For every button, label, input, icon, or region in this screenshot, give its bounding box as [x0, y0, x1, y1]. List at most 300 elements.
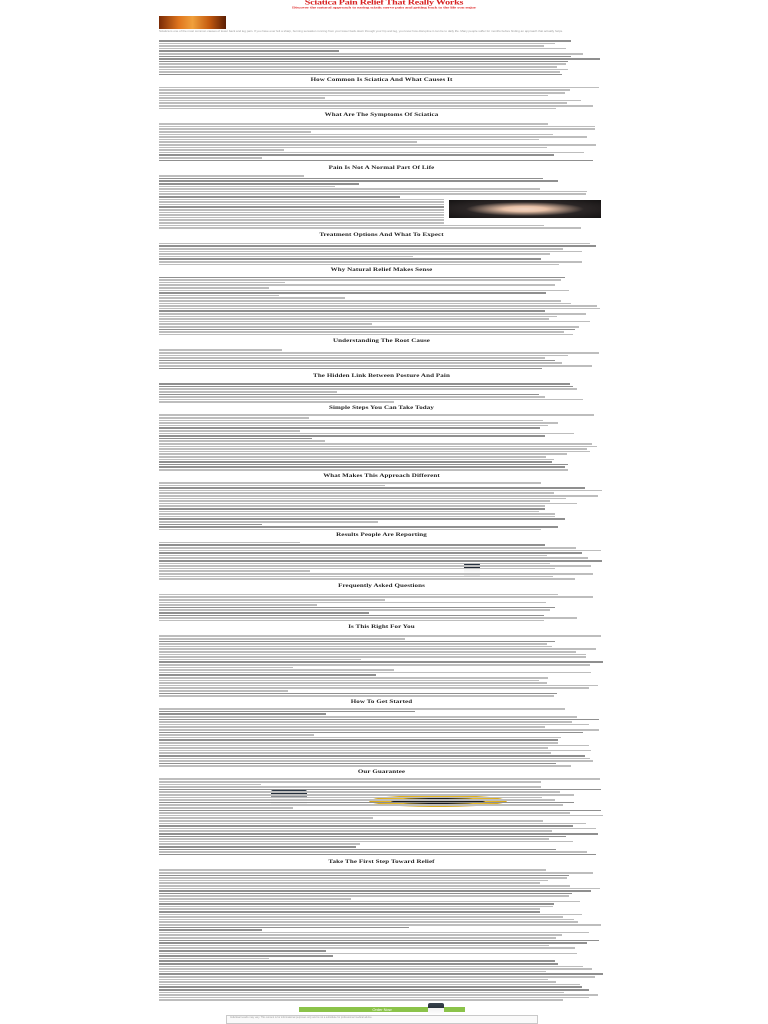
text-line	[159, 934, 562, 936]
text-line	[159, 331, 564, 333]
text-line	[159, 742, 558, 744]
text-line	[159, 557, 588, 559]
section-heading: Pain Is Not A Normal Part Of Life	[328, 164, 435, 171]
text-line	[159, 992, 564, 994]
text-line	[159, 609, 550, 611]
text-line	[159, 885, 570, 887]
text-line	[159, 765, 571, 767]
text-line	[159, 682, 547, 684]
text-line	[159, 989, 589, 991]
text-line	[159, 175, 304, 177]
text-line	[159, 430, 300, 432]
section-heading: Treatment Options And What To Expect	[319, 231, 444, 238]
text-line	[159, 919, 574, 921]
text-line	[159, 74, 562, 76]
text-line	[159, 466, 565, 468]
text-line	[159, 92, 565, 94]
text-line	[159, 225, 544, 227]
order-button-label: Order Now	[372, 1007, 392, 1012]
text-line	[159, 802, 574, 804]
text-line	[159, 422, 558, 424]
text-line	[159, 888, 600, 890]
text-line	[159, 141, 417, 143]
text-line	[159, 947, 575, 949]
text-line	[159, 669, 394, 671]
text-line	[159, 318, 549, 320]
text-line	[159, 854, 596, 856]
text-line	[159, 565, 591, 567]
text-line	[159, 505, 545, 507]
text-line	[159, 209, 444, 211]
text-line	[159, 981, 556, 983]
text-line	[159, 680, 539, 682]
text-line	[159, 638, 405, 640]
section-heading: Results People Are Reporting	[336, 531, 427, 538]
text-line	[159, 838, 549, 840]
text-line	[159, 193, 586, 195]
text-line	[159, 799, 555, 801]
text-line	[159, 451, 590, 453]
text-line	[159, 206, 444, 208]
text-line	[159, 594, 558, 596]
text-line	[159, 963, 558, 965]
text-line	[159, 453, 567, 455]
text-line	[159, 869, 546, 871]
text-line	[159, 414, 594, 416]
body-text-lines	[159, 0, 604, 1024]
text-line	[159, 674, 376, 676]
text-line	[159, 136, 587, 138]
text-line	[159, 921, 578, 923]
text-line	[159, 797, 542, 799]
text-line	[159, 817, 373, 819]
text-line	[159, 295, 279, 297]
text-line	[159, 401, 394, 403]
text-line	[159, 518, 565, 520]
text-line	[159, 396, 545, 398]
text-line	[159, 102, 567, 104]
text-line	[159, 906, 553, 908]
text-line	[159, 973, 603, 975]
section-heading: Why Natural Relief Makes Sense	[330, 266, 433, 273]
text-line	[159, 297, 345, 299]
text-line	[159, 617, 577, 619]
article-page	[159, 0, 609, 1024]
text-line	[159, 635, 601, 637]
text-line	[159, 308, 600, 310]
text-line	[159, 204, 444, 206]
text-line	[159, 43, 555, 45]
text-line	[159, 144, 596, 146]
text-line	[159, 149, 284, 151]
text-line	[159, 227, 581, 229]
section-heading: Understanding The Root Cause	[333, 337, 430, 344]
text-line	[159, 927, 409, 929]
text-line	[159, 815, 603, 817]
text-line	[159, 615, 544, 617]
section-heading: The Hidden Link Between Posture And Pain	[313, 372, 450, 379]
text-line	[159, 563, 550, 565]
text-line	[159, 763, 556, 765]
text-line	[159, 438, 312, 440]
text-line	[159, 828, 596, 830]
text-line	[159, 654, 586, 656]
text-line	[159, 901, 580, 903]
text-line	[159, 924, 601, 926]
text-line	[159, 508, 545, 510]
text-line	[159, 908, 540, 910]
text-line	[159, 664, 590, 666]
text-line	[159, 711, 415, 713]
text-line	[159, 789, 601, 791]
text-line	[159, 352, 599, 354]
text-line	[159, 841, 573, 843]
text-line	[159, 95, 548, 97]
text-line	[159, 69, 568, 71]
text-line	[159, 950, 326, 952]
text-line	[159, 290, 569, 292]
section-heading: How To Get Started	[350, 698, 413, 705]
text-line	[159, 258, 541, 260]
text-line	[159, 687, 589, 689]
text-line	[159, 456, 546, 458]
text-line	[159, 833, 598, 835]
text-line	[159, 552, 582, 554]
text-line	[159, 999, 563, 1001]
text-line	[159, 388, 577, 390]
text-line	[159, 880, 548, 882]
text-line	[159, 997, 589, 999]
text-line	[159, 984, 580, 986]
text-line	[159, 310, 545, 312]
text-line	[159, 490, 602, 492]
text-line	[159, 843, 360, 845]
text-line	[159, 693, 557, 695]
text-line	[159, 786, 541, 788]
text-line	[159, 667, 293, 669]
text-line	[159, 334, 573, 336]
text-line	[159, 50, 339, 52]
text-line	[159, 825, 573, 827]
text-line	[159, 823, 586, 825]
text-line	[159, 183, 359, 185]
text-line	[159, 578, 575, 580]
text-line	[159, 526, 558, 528]
text-line	[159, 386, 573, 388]
text-line	[159, 953, 577, 955]
text-line	[159, 599, 385, 601]
text-line	[159, 287, 269, 289]
text-line	[159, 849, 556, 851]
text-line	[159, 503, 577, 505]
subtitle-line: Discover the natural approach to easing sciatic nerve pain and getting back to the life you enjoy	[291, 6, 477, 10]
text-line	[159, 357, 545, 359]
text-line	[159, 994, 598, 996]
text-line	[159, 214, 444, 216]
text-line	[159, 87, 599, 89]
text-line	[159, 882, 540, 884]
text-line	[159, 459, 554, 461]
text-line	[159, 492, 554, 494]
text-line	[159, 513, 555, 515]
text-line	[159, 851, 587, 853]
text-line	[159, 71, 560, 73]
text-line	[159, 804, 563, 806]
text-line	[159, 511, 539, 513]
text-line	[159, 872, 593, 874]
text-line	[159, 760, 593, 762]
section-heading: Our Guarantee	[357, 768, 406, 775]
text-line	[159, 365, 592, 367]
text-line	[159, 61, 568, 63]
text-line	[159, 940, 599, 942]
text-line	[159, 329, 575, 331]
text-line	[159, 778, 600, 780]
text-line	[159, 810, 601, 812]
text-line	[159, 550, 601, 552]
text-line	[159, 123, 548, 125]
text-line	[159, 721, 572, 723]
text-line	[159, 607, 555, 609]
text-line	[159, 157, 262, 159]
text-line	[159, 916, 563, 918]
text-line	[159, 604, 317, 606]
text-line	[159, 576, 553, 578]
text-line	[159, 277, 565, 279]
text-line	[159, 643, 547, 645]
text-line	[159, 256, 413, 258]
text-line	[159, 672, 591, 674]
text-line	[159, 836, 566, 838]
text-line	[159, 485, 385, 487]
text-line	[159, 425, 548, 427]
text-line	[159, 45, 544, 47]
text-line	[159, 960, 555, 962]
text-line	[159, 677, 548, 679]
text-line	[159, 48, 566, 50]
text-line	[159, 89, 570, 91]
text-line	[159, 495, 598, 497]
text-line	[159, 612, 369, 614]
text-line	[159, 201, 444, 203]
footer-text: Individual results may vary. This content is for informational purposes only and is not a substitute for professional medical advice.	[230, 1016, 373, 1019]
text-line	[159, 656, 586, 658]
text-line	[159, 713, 326, 715]
text-line	[159, 895, 569, 897]
text-line	[159, 641, 555, 643]
text-line	[159, 63, 566, 65]
text-line	[159, 321, 590, 323]
section-heading: What Makes This Approach Different	[323, 472, 440, 479]
text-line	[159, 945, 549, 947]
text-line	[159, 745, 589, 747]
text-line	[159, 573, 593, 575]
text-line	[159, 500, 550, 502]
text-line	[159, 648, 596, 650]
text-line	[159, 898, 351, 900]
text-line	[159, 243, 590, 245]
text-line	[159, 942, 587, 944]
text-line	[159, 911, 540, 913]
text-line	[159, 97, 325, 99]
text-line	[159, 245, 596, 247]
text-line	[159, 217, 444, 219]
text-line	[159, 807, 293, 809]
text-line	[159, 986, 582, 988]
text-line	[159, 544, 545, 546]
text-line	[159, 248, 563, 250]
text-line	[159, 750, 591, 752]
text-line	[159, 890, 591, 892]
section-heading: What Are The Symptoms Of Sciatica	[324, 111, 439, 118]
text-line	[159, 303, 571, 305]
text-line	[159, 732, 583, 734]
text-line	[159, 191, 587, 193]
text-line	[159, 820, 543, 822]
text-line	[159, 794, 574, 796]
text-line	[159, 362, 562, 364]
text-line	[159, 758, 590, 760]
text-line	[159, 394, 539, 396]
text-line	[159, 435, 545, 437]
text-line	[159, 929, 262, 931]
text-line	[159, 383, 570, 385]
text-line	[159, 147, 547, 149]
text-line	[159, 955, 333, 957]
text-line	[159, 976, 595, 978]
text-line	[159, 53, 583, 55]
text-line	[159, 180, 558, 182]
text-line	[159, 440, 325, 442]
text-line	[159, 222, 444, 224]
section-heading: Take The First Step Toward Relief	[328, 858, 435, 865]
text-line	[159, 105, 593, 107]
text-line	[159, 461, 552, 463]
text-line	[159, 781, 541, 783]
text-line	[159, 56, 571, 58]
text-line	[159, 708, 565, 710]
text-line	[159, 739, 558, 741]
text-line	[159, 724, 589, 726]
text-line	[159, 482, 541, 484]
text-line	[159, 108, 556, 110]
text-line	[159, 570, 310, 572]
text-line	[159, 646, 552, 648]
text-line	[159, 212, 444, 214]
text-line	[159, 716, 577, 718]
text-line	[159, 279, 561, 281]
text-line	[159, 568, 555, 570]
text-line	[159, 464, 568, 466]
text-line	[159, 596, 593, 598]
text-line	[159, 755, 585, 757]
text-line	[159, 966, 583, 968]
text-line	[159, 292, 546, 294]
text-line	[159, 131, 311, 133]
text-line	[159, 690, 288, 692]
text-line	[159, 154, 554, 156]
text-line	[159, 134, 553, 136]
text-line	[159, 968, 592, 970]
text-line	[159, 139, 539, 141]
text-line	[159, 937, 556, 939]
text-line	[159, 391, 337, 393]
text-line	[159, 417, 309, 419]
text-line	[159, 726, 545, 728]
text-line	[159, 661, 603, 663]
text-line	[159, 199, 444, 201]
text-line	[159, 812, 570, 814]
text-line	[159, 261, 582, 263]
text-line	[159, 932, 589, 934]
text-line	[159, 752, 551, 754]
text-line	[159, 620, 544, 622]
text-line	[159, 446, 597, 448]
text-line	[159, 58, 600, 60]
text-line	[159, 40, 571, 42]
text-line	[159, 498, 566, 500]
text-line	[159, 971, 546, 973]
text-line	[159, 284, 555, 286]
text-line	[159, 399, 583, 401]
text-line	[159, 747, 548, 749]
text-line	[159, 420, 543, 422]
text-line	[159, 958, 269, 960]
text-line	[159, 830, 552, 832]
intro-text: Sciatica is one of the most common causes of lower back and leg pain. If you have ever felt a sharp, burning sensation running from your lower back down through your hip and leg, you know how disruptive it can be to daily life. Many people suffer for months before finding an approach that actually helps.	[159, 30, 564, 33]
text-line	[159, 264, 559, 266]
text-line	[159, 487, 585, 489]
text-line	[159, 555, 547, 557]
text-line	[159, 903, 554, 905]
text-line	[159, 427, 540, 429]
text-line	[159, 152, 584, 154]
section-heading: Is This Right For You	[348, 623, 415, 630]
text-line	[159, 178, 543, 180]
text-line	[159, 219, 444, 221]
text-line	[159, 186, 335, 188]
text-line	[159, 734, 314, 736]
text-line	[159, 529, 541, 531]
text-line	[159, 100, 581, 102]
text-line	[159, 524, 262, 526]
text-line	[159, 893, 572, 895]
text-line	[159, 542, 300, 544]
text-line	[159, 66, 557, 68]
text-line	[159, 685, 598, 687]
section-heading: Frequently Asked Questions	[338, 582, 425, 589]
text-line	[159, 253, 550, 255]
text-line	[159, 282, 285, 284]
section-heading: Simple Steps You Can Take Today	[329, 404, 434, 411]
text-line	[159, 547, 576, 549]
text-line	[159, 316, 557, 318]
text-line	[159, 448, 587, 450]
text-line	[159, 326, 579, 328]
text-line	[159, 196, 400, 198]
text-line	[159, 737, 561, 739]
text-line	[159, 516, 555, 518]
text-line	[159, 729, 599, 731]
section-heading: How Common Is Sciatica And What Causes It	[310, 76, 453, 83]
text-line	[159, 560, 602, 562]
text-line	[159, 323, 372, 325]
text-line	[159, 719, 599, 721]
text-line	[159, 521, 378, 523]
text-line	[159, 300, 561, 302]
text-line	[159, 659, 361, 661]
text-line	[159, 469, 568, 471]
